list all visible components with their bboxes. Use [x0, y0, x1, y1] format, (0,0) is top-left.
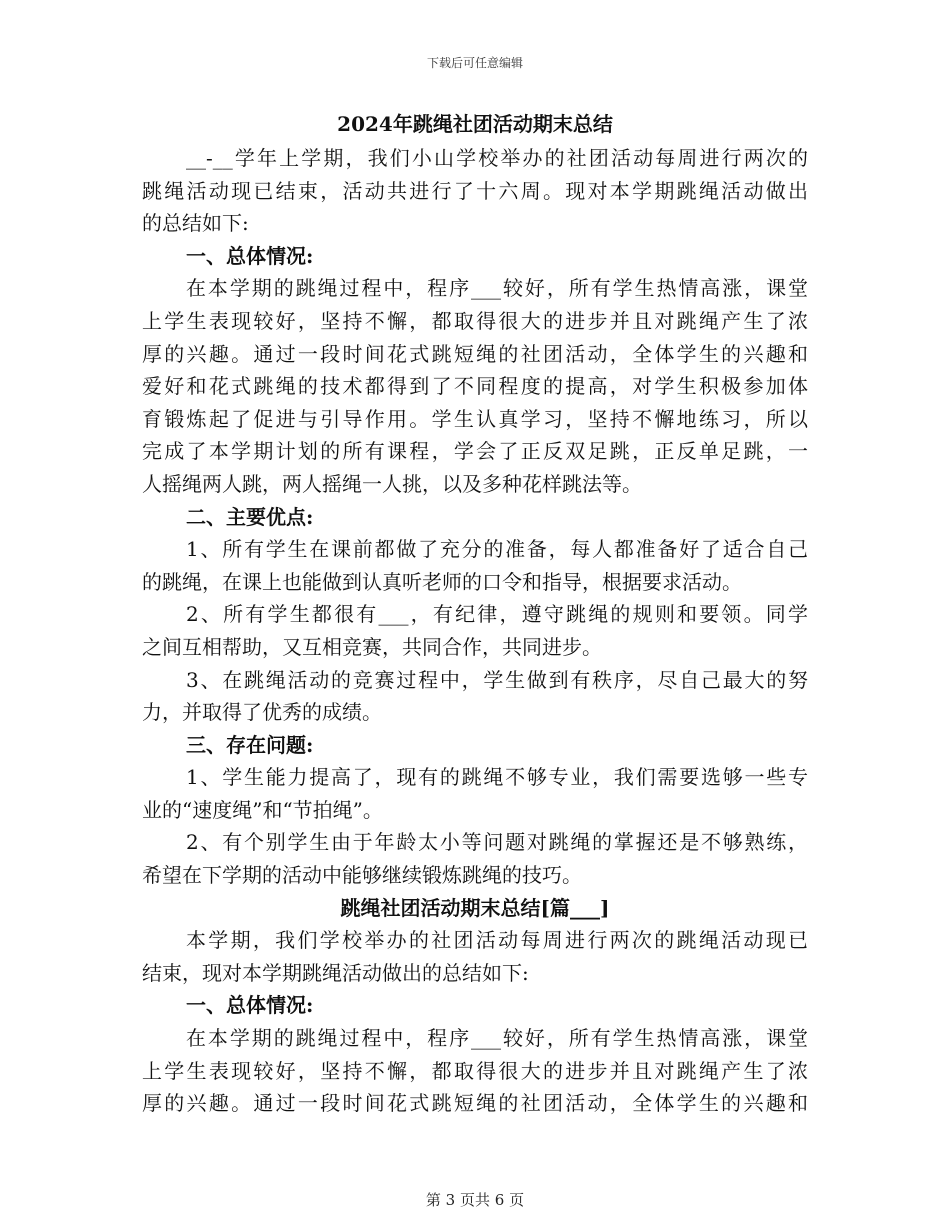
- paragraph-line: 厚的兴趣。通过一段时间花式跳短绳的社团活动，全体学生的兴趣和: [142, 1091, 808, 1116]
- paragraph-line: 1、学生能力提高了，现有的跳绳不够专业，我们需要选够一些专: [186, 765, 808, 790]
- paragraph-line: 结束，现对本学期跳绳活动做出的总结如下:: [142, 960, 529, 985]
- paragraph-line: 之间互相帮助，又互相竞赛，共同合作，共同进步。: [142, 634, 602, 659]
- paragraph-line: 人摇绳两人跳，两人摇绳一人挑，以及多种花样跳法等。: [142, 471, 642, 496]
- paragraph-line: 厚的兴趣。通过一段时间花式跳短绳的社团活动，全体学生的兴趣和: [142, 341, 808, 366]
- paragraph-line: 在本学期的跳绳过程中，程序___较好，所有学生热情高涨，课堂: [186, 1026, 808, 1051]
- paragraph-line: 上学生表现较好，坚持不懈，都取得很大的进步并且对跳绳产生了浓: [142, 308, 808, 333]
- paragraph-line: 跳绳活动现已结束，活动共进行了十六周。现对本学期跳绳活动做出: [142, 178, 808, 203]
- paragraph-line: 完成了本学期计划的所有课程，学会了正反双足跳，正反单足跳，一: [142, 439, 808, 464]
- paragraph-line: 3、在跳绳活动的竞赛过程中，学生做到有秩序，尽自己最大的努: [186, 667, 808, 692]
- paragraph-line: 2、有个别学生由于年龄太小等问题对跳绳的掌握还是不够熟练，: [186, 830, 808, 855]
- section-title: 跳绳社团活动期末总结[篇___]: [340, 895, 610, 920]
- section-heading: 一、总体情况:: [186, 243, 314, 268]
- section-heading: 三、存在问题:: [186, 732, 314, 757]
- paragraph-line: 2、所有学生都很有___，有纪律，遵守跳绳的规则和要领。同学: [186, 602, 808, 627]
- paragraph-line: 在本学期的跳绳过程中，程序___较好，所有学生热情高涨，课堂: [186, 276, 808, 301]
- paragraph-line: 本学期，我们学校举办的社团活动每周进行两次的跳绳活动现已: [186, 928, 808, 953]
- paragraph-line: 力，并取得了优秀的成绩。: [142, 700, 382, 725]
- page-number: 第 3 页共 6 页: [425, 1191, 525, 1209]
- paragraph-line: 的总结如下:: [142, 211, 249, 236]
- paragraph-line: 上学生表现较好，坚持不懈，都取得很大的进步并且对跳绳产生了浓: [142, 1058, 808, 1083]
- paragraph-line: 1、所有学生在课前都做了充分的准备，每人都准备好了适合自己: [186, 537, 808, 562]
- paragraph-line: 育锻炼起了促进与引导作用。学生认真学习，坚持不懈地练习，所以: [142, 406, 808, 431]
- paragraph-line: __-__学年上学期，我们小山学校举办的社团活动每周进行两次的: [186, 146, 808, 170]
- section-heading: 二、主要优点:: [186, 504, 314, 529]
- header-note: 下载后可任意编辑: [426, 56, 523, 70]
- document-body: [142, 106, 808, 1120]
- section-heading: 一、总体情况:: [186, 993, 314, 1018]
- paragraph-line: 希望在下学期的活动中能够继续锻炼跳绳的技巧。: [142, 863, 582, 888]
- paragraph-line: 爱好和花式跳绳的技术都得到了不同程度的提高，对学生积极参加体: [142, 374, 808, 399]
- document-title: 2024年跳绳社团活动期末总结: [337, 112, 613, 136]
- paragraph-line: 的跳绳，在课上也能做到认真听老师的口令和指导，根据要求活动。: [142, 569, 742, 594]
- paragraph-line: 业的“速度绳”和“节拍绳”。: [142, 797, 383, 822]
